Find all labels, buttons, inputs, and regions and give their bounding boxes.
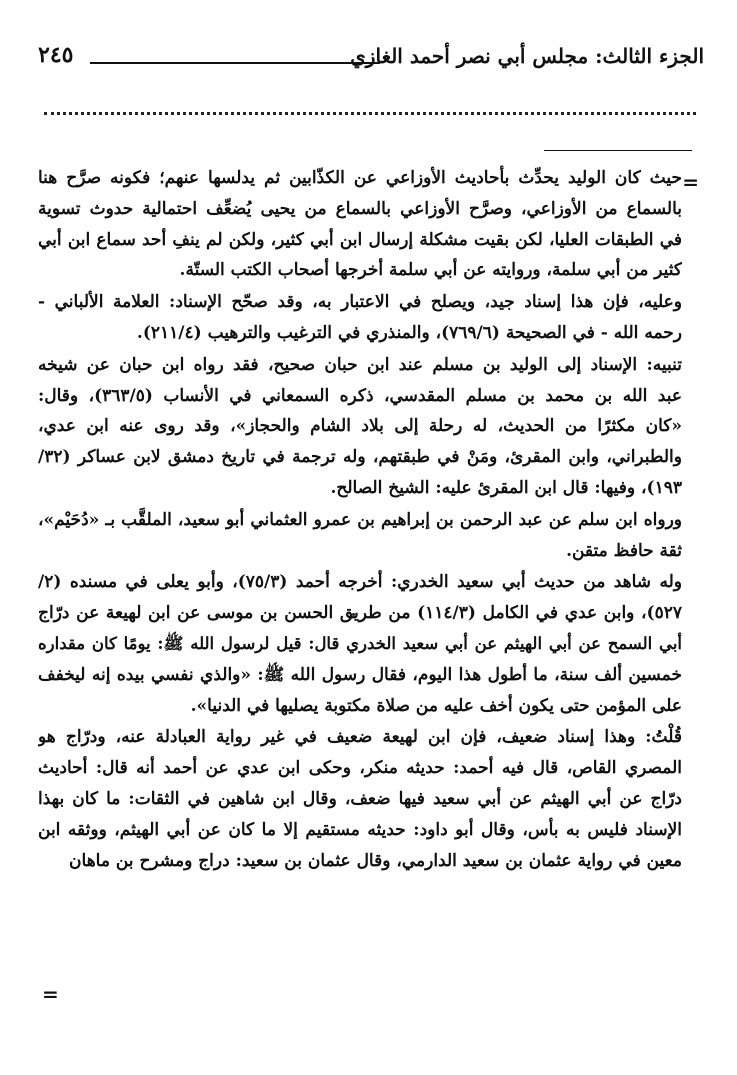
text-line: قُلْتُ: وهذا إسناد ضعيف، فإن ابن لهيعة ضعيف في غير رواية العبادلة عنه، ودرّاج هو: [38, 727, 682, 748]
text-line: بالسماع من الأوزاعي، وصرَّح الأوزاعي بالسماع من يحيى يُضعِّف احتمالية حدوث تسوية: [38, 198, 682, 219]
text-line: «كان مكثرًا من الحديث، له رحلة إلى بلاد الشام والحجاز»، وقد روى عنه ابن عدي،: [38, 416, 682, 437]
text-line: تنبيه: الإسناد إلى الوليد بن مسلم عند ابن حبان صحيح، فقد رواه ابن حبان عن شيخه: [38, 354, 682, 375]
dotted-separator: [44, 112, 696, 115]
page-number: ٢٤٥: [38, 42, 74, 68]
text-line: على المؤمن حتى يكون أخف عليه من صلاة مكتوبة يصليها في الدنيا».: [190, 695, 682, 716]
text-line: والطبراني، وابن المقرئ، ومَنْ في طبقتهم، وله ترجمة في تاريخ دمشق لابن عساكر (٣٢/: [38, 447, 682, 468]
text-line: أبي السمح عن أبي الهيثم عن أبي سعيد الخدري قال: قيل لرسول الله ﷺ: يومًا كان مقداره: [38, 633, 682, 653]
text-line: معين في رواية عثمان بن سعيد الدارمي، وقال عثمان بن سعيد: دراج ومشرح بن ماهان: [69, 850, 682, 871]
text-line: كثير من أبي سلمة، وروايته عن أبي سلمة أخرجها أصحاب الكتب الستّة.: [179, 260, 682, 281]
text-line: خمسين ألف سنة، ما أطول هذا اليوم، فقال رسول الله ﷺ: «والذي نفسي بيده إنه ليخفف: [38, 664, 682, 685]
paragraph: [38, 287, 682, 349]
running-title: الجزء الثالث: مجلس أبي نصر أحمد الغازي: [350, 44, 704, 68]
text-line: ورواه ابن سلم عن عبد الرحمن بن إبراهيم بن عمرو العثماني أبو سعيد، الملقَّب بـ «دُحَيْم»،: [38, 509, 682, 530]
text-line: عبد الله بن محمد بن مسلم المقدسي، ذكره السمعاني في الأنساب (٣٦٣/٥)، وقال:: [38, 385, 682, 406]
text-line: المصري القاص، قال فيه أحمد: حديثه منكر، وحكى ابن عدي عن أحمد أنه قال: أحاديث: [38, 758, 682, 779]
footnote-body: [38, 163, 682, 877]
text-line: ٥٢٧)، وابن عدي في الكامل (١١٤/٣) من طريق الحسن بن موسى عن ابن لهيعة عن درّاج: [38, 603, 682, 624]
continuation-end-mark: =: [42, 982, 59, 1006]
header-rule: [90, 62, 380, 64]
footnote-separator: [544, 150, 692, 151]
text-line: حيث كان الوليد يحدِّث بأحاديث الأوزاعي عن الكذّابين ثم يدلسها عنهم؛ فكونه صرَّح هنا: [38, 168, 682, 188]
text-line: درّاج عن أبي الهيثم عن أبي سعيد فيها ضعف، وقال ابن شاهين في الثقات: ما كان بهذا: [38, 788, 682, 809]
text-line: ١٩٣)، وفيها: قال ابن المقرئ عليه: الشيخ الصالح.: [330, 477, 682, 498]
paragraph: [38, 722, 682, 876]
text-line: الإسناد فليس به بأس، وقال أبو داود: حديثه مستقيم إلا ما كان عن أبي الهيثم، ووثقه ابن: [38, 819, 682, 840]
paragraph: [38, 505, 682, 567]
paragraph: [38, 163, 682, 286]
running-header: [32, 40, 704, 80]
text-line: ثقة حافظ متقن.: [566, 540, 682, 561]
text-line: رحمه الله - في الصحيحة (٧٦٩/٦)، والمنذري في الترغيب والترهيب (٢١١/٤).: [136, 322, 682, 343]
text-line: وله شاهد من حديث أبي سعيد الخدري: أخرجه أحمد (٧٥/٣)، وأبو يعلى في مسنده (٢/: [38, 572, 682, 593]
text-line: وعليه، فإن هذا إسناد جيد، ويصلح في الاعتبار به، وقد صحّح الإسناد: العلامة الألباني -: [38, 292, 682, 313]
paragraph: [38, 350, 682, 504]
text-line: في الطبقات العليا، لكن بقيت مشكلة إرسال ابن أبي كثير، ولكن لم ينفِ أحد سماع ابن أبي: [38, 229, 682, 250]
paragraph: [38, 567, 682, 721]
continuation-start-mark: =: [682, 170, 699, 194]
